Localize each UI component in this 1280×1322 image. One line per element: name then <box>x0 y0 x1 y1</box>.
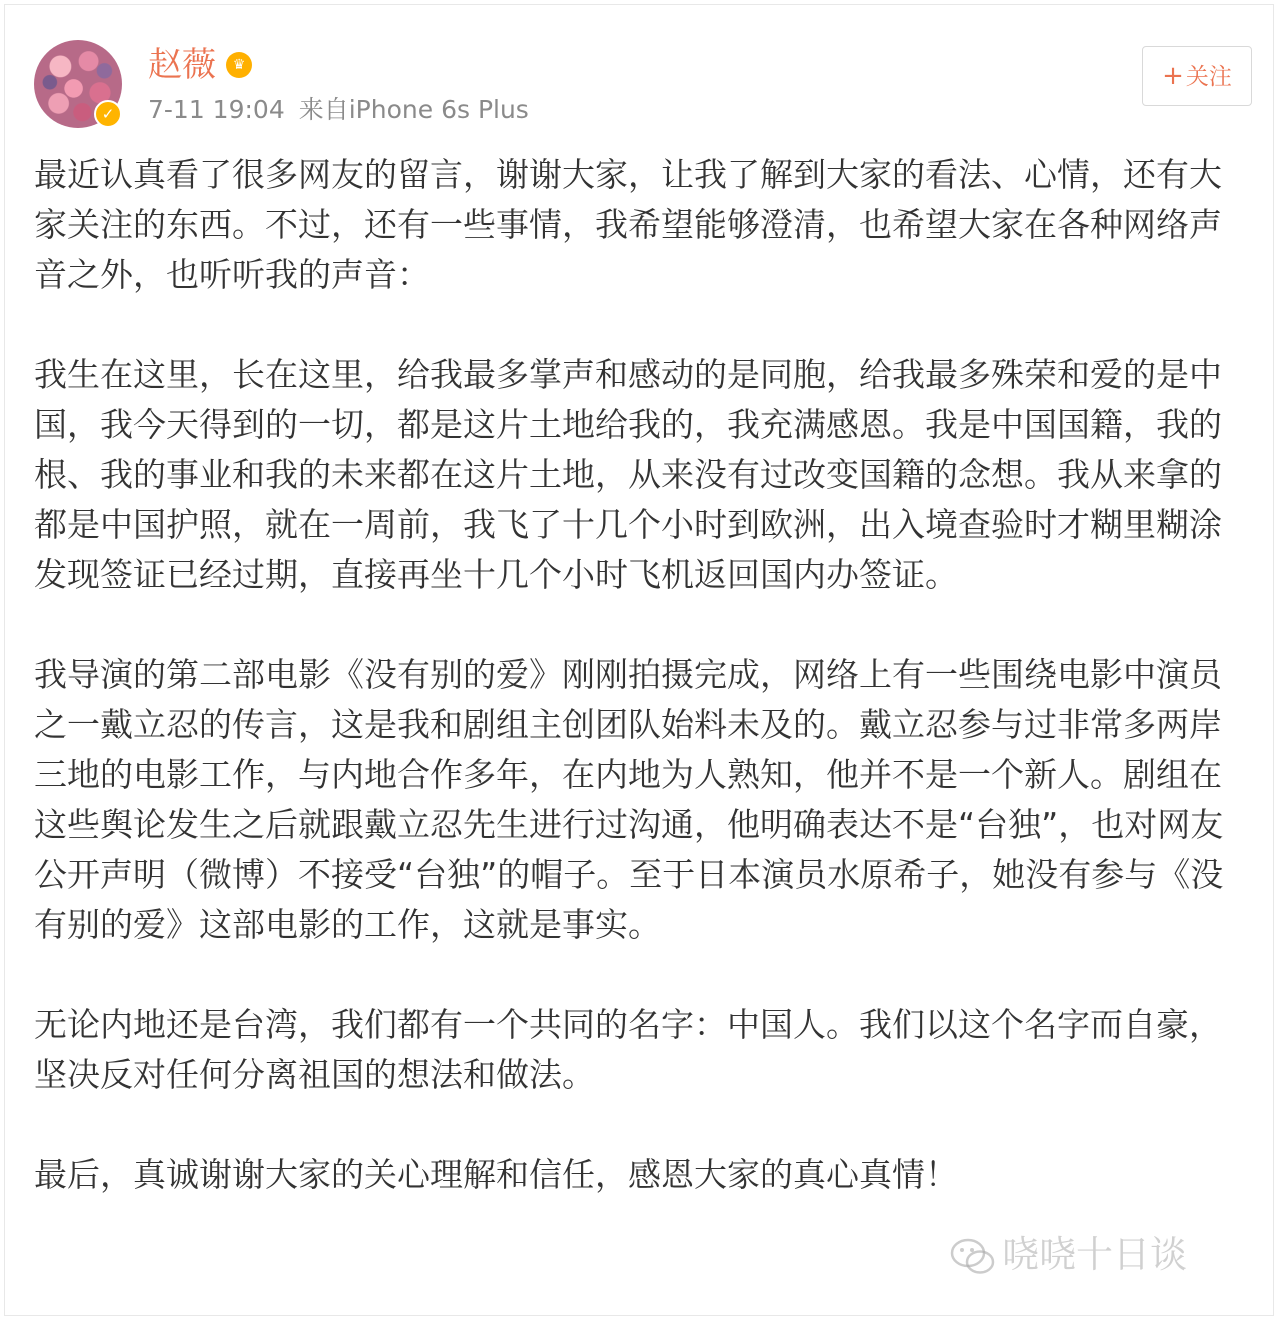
post-paragraph-3: 我导演的第二部电影《没有别的爱》刚刚拍摄完成，网络上有一些围绕电影中演员之一戴立忍的传言，这是我和剧组主创团队始料未及的。戴立忍参与过非常多两岸三地的电影工作，与内地合作多年，在内地为人熟知，他并不是一个新人。剧组在这些舆论发生之后就跟戴立忍先生进行过沟通，他明确表达不是“台独”，也对网友公开声明（微博）不接受“台独”的帽子。至于日本演员水原希子，她没有参与《没有别的爱》这部电影的工作，这就是事实。 <box>34 655 1224 944</box>
post-source: 来自iPhone 6s Plus <box>298 95 529 124</box>
post-paragraph-4: 无论内地还是台湾，我们都有一个共同的名字：中国人。我们以这个名字而自豪，坚决反对任何分离祖国的想法和做法。 <box>34 1005 1222 1094</box>
post-timestamp[interactable]: 7-11 19:04 <box>148 95 285 124</box>
post-paragraph-1: 最近认真看了很多网友的留言，谢谢大家，让我了解到大家的看法、心情，还有大家关注的东西。不过，还有一些事情，我希望能够澄清，也希望大家在各种网络声音之外，也听听我的声音： <box>34 155 1222 294</box>
watermark-text: 哓哓十日谈 <box>1002 1233 1187 1276</box>
post-paragraph-5: 最后，真诚谢谢大家的关心理解和信任，感恩大家的真心真情！ <box>34 1155 958 1194</box>
verified-badge-icon: ✓ <box>94 100 122 128</box>
plus-icon: + <box>1162 61 1184 91</box>
crown-icon[interactable]: ♛ <box>226 52 252 78</box>
post-meta <box>148 94 529 126</box>
post-paragraph-2: 我生在这里，长在这里，给我最多掌声和感动的是同胞，给我最多殊荣和爱的是中国，我今天得到的一切，都是这片土地给我的，我充满感恩。我是中国国籍，我的根、我的事业和我的未来都在这片土地，从来没有过改变国籍的念想。我从来拿的都是中国护照，就在一周前，我飞了十几个小时到欧洲，出入境查验时才糊里糊涂发现签证已经过期，直接再坐十几个小时飞机返回国内办签证。 <box>34 355 1222 594</box>
follow-button[interactable] <box>1142 46 1252 106</box>
username[interactable]: 赵薇 <box>148 45 216 85</box>
post-header <box>0 0 1280 140</box>
follow-label: 关注 <box>1185 64 1232 90</box>
post-body <box>34 150 1254 1200</box>
